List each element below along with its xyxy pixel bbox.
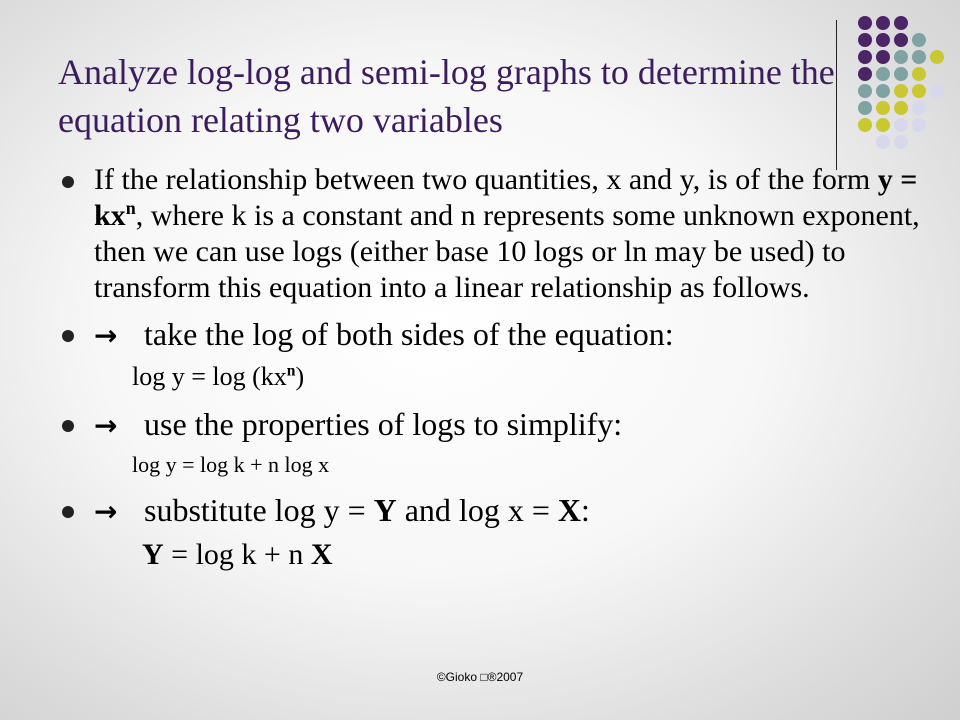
equation-linear [62, 538, 922, 572]
decor-dot [894, 101, 908, 115]
equation-Y: Y [142, 538, 164, 571]
bullet-text: take the log of both sides of the equation: [144, 316, 674, 352]
arrow-right-icon: → [94, 409, 118, 442]
bullet-item-properties [62, 404, 922, 446]
equation-log-y [62, 360, 922, 394]
decor-dot [876, 135, 890, 149]
slide-title: Analyze log-log and semi-log graphs to determine the equation relating two variables [58, 52, 835, 140]
arrow-right-icon: → [94, 319, 118, 352]
decor-dot [876, 101, 890, 115]
bullet-text: : [580, 492, 590, 528]
formula-exponent: n [125, 198, 136, 218]
equation-exponent-bold: n [286, 362, 296, 380]
bullet-disc-icon [62, 330, 74, 342]
bold-X: X [557, 492, 581, 528]
decor-dot [894, 67, 908, 81]
decor-dot [876, 50, 890, 64]
decor-dot [894, 135, 908, 149]
bullet-text: use the properties of logs to simplify: [144, 406, 623, 442]
slide-body [62, 162, 922, 582]
arrow-right-icon: → [94, 495, 118, 528]
decor-dot [858, 101, 872, 115]
decor-dot [912, 67, 926, 81]
equation-X: X [310, 538, 333, 571]
decor-dot [930, 84, 944, 98]
decor-dot [876, 67, 890, 81]
bullet-text: substitute log y = [144, 492, 374, 528]
equation-text: log y = log (kx [132, 362, 287, 391]
decor-dot [930, 50, 944, 64]
decor-dot [858, 67, 872, 81]
decor-dot [912, 50, 926, 64]
bullet-text: and log x = [396, 492, 558, 528]
decor-dot [912, 101, 926, 115]
decor-dot [858, 33, 872, 47]
footer-copyright: ©Gioko □®2007 [436, 670, 524, 684]
decor-dot [912, 33, 926, 47]
equation-text: = log k + n [163, 538, 311, 571]
equation-simplified: log y = log k + n log x [132, 452, 330, 477]
decor-dot [912, 84, 926, 98]
bullet-text: If the relationship between two quantities, x and y, is of the form [94, 163, 878, 196]
decor-dot [876, 84, 890, 98]
decor-dot [876, 118, 890, 132]
bullet-item-take-log [62, 314, 922, 356]
title-divider [836, 20, 837, 170]
decor-dot [894, 118, 908, 132]
decor-dot [894, 16, 908, 30]
decor-dot [876, 16, 890, 30]
bullet-disc-icon [62, 176, 74, 188]
decor-dot [912, 118, 926, 132]
decor-dot [858, 16, 872, 30]
decor-dot [894, 33, 908, 47]
bullet-disc-icon [62, 506, 74, 518]
decor-dot [894, 84, 908, 98]
bullet-text: , where k is a constant and n represents some unknown exponent, then we can use logs (either base 10 logs or ln may be used) to transform this equation into a linear relationship as follows. [94, 199, 920, 304]
decor-dot [858, 84, 872, 98]
equation-text: ) [295, 362, 305, 391]
formula-base: y = kx [94, 163, 918, 232]
decor-dot [858, 50, 872, 64]
decor-dot [894, 50, 908, 64]
bullet-item-relationship [62, 162, 922, 306]
decor-dot [876, 33, 890, 47]
bold-Y: Y [373, 492, 397, 528]
bullet-item-substitute [62, 490, 922, 532]
decor-dot [858, 118, 872, 132]
bullet-disc-icon [62, 420, 74, 432]
